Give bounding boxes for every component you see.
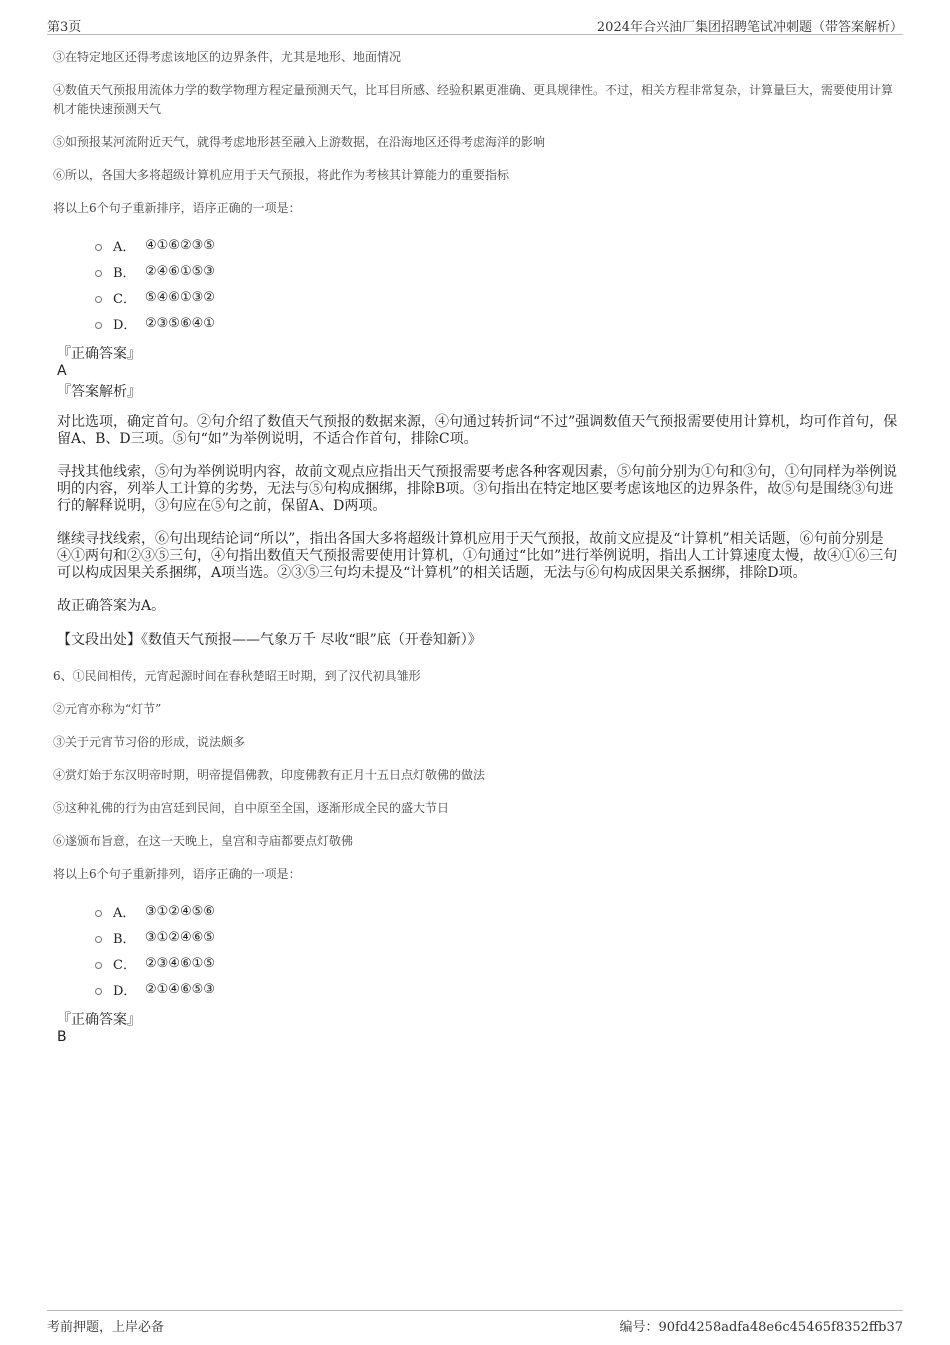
q5-option-b[interactable] <box>95 258 903 284</box>
option-label: D． <box>113 983 137 999</box>
option-text: ②③⑤⑥④① <box>145 315 215 331</box>
q6-option-d[interactable] <box>95 976 903 1002</box>
q5-answer: A <box>57 363 67 379</box>
q6-sentence-1: 6、①民间相传，元宵起源时间在春秋楚昭王时期，到了汉代初具雏形 <box>53 669 421 683</box>
page-header <box>47 14 903 35</box>
q6-option-a[interactable] <box>95 898 903 924</box>
q5-options <box>95 232 903 336</box>
q6-sentence-2: ②元宵亦称为“灯节” <box>53 702 162 716</box>
q6-option-c[interactable] <box>95 950 903 976</box>
q5-analysis-3: 继续寻找线索，⑥句出现结论词“所以”，指出各国大多将超级计算机应用于天气预报，故前文应提及“计算机”相关话题，⑥句前分别是④①两句和②③⑤三句，④句指出数值天气预报需要使用计算机，①句通过“比如”进行举例说明，指出人工计算速度太慢，故④①⑥三句可以构成因果关系捆绑，A项当选。②③⑤三句均未提及“计算机”的相关话题，无法与⑥句构成因果关系捆绑，排除D项。 <box>57 531 898 581</box>
option-text: ⑤④⑥①③② <box>145 289 215 305</box>
q5-analysis-4: 故正确答案为A。 <box>57 598 166 614</box>
q6-sentence-3: ③关于元宵节习俗的形成，说法颇多 <box>53 735 246 749</box>
q5-option-a[interactable] <box>95 232 903 258</box>
q5-option-d[interactable] <box>95 310 903 336</box>
q6-answer: B <box>57 1029 67 1045</box>
document-id: 编号：90fd4258adfa48e6c45465f8352ffb37 <box>619 1320 903 1335</box>
option-text: ②④⑥①⑤③ <box>145 263 215 279</box>
option-label: D． <box>113 317 137 333</box>
radio-icon[interactable] <box>95 322 102 329</box>
q6-sentence-6: ⑥遂颁布旨意，在这一天晚上，皇宫和寺庙都要点灯敬佛 <box>53 834 354 848</box>
q5-sentence-3: ③在特定地区还得考虑该地区的边界条件，尤其是地形、地面情况 <box>53 50 402 64</box>
q5-source: 【文段出处】《数值天气预报——气象万千 尽收“眼”底（开卷知新）》 <box>57 632 482 648</box>
radio-icon[interactable] <box>95 962 102 969</box>
q6-answer-title: 『正确答案』 <box>57 1012 141 1028</box>
q6-sentence-5: ⑤这种礼佛的行为由宫廷到民间，自中原至全国，逐渐形成全民的盛大节日 <box>53 801 450 815</box>
q5-option-c[interactable] <box>95 284 903 310</box>
option-label: C． <box>113 291 136 307</box>
footer-slogan: 考前押题，上岸必备 <box>47 1320 165 1335</box>
page-content <box>53 40 903 1046</box>
option-label: C． <box>113 957 136 973</box>
page-number: 第3页 <box>47 20 82 35</box>
radio-icon[interactable] <box>95 910 102 917</box>
q5-sentence-5: ⑤如预报某河流附近天气，就得考虑地形甚至融入上游数据，在沿海地区还得考虑海洋的影响 <box>53 135 546 149</box>
q5-analysis-2: 寻找其他线索，⑤句为举例说明内容，故前文观点应指出天气预报需要考虑各种客观因素，⑤句前分别为①句和③句，①句同样为举例说明的内容，列举人工计算的劣势，无法与⑤句构成捆绑，排除B项。③句指出在特定地区要考虑该地区的边界条件，故⑤句是围绕③句进行的解释说明，③句应在⑤句之前，保留A、D两项。 <box>57 464 897 514</box>
option-label: A． <box>113 905 136 921</box>
option-text: ②③④⑥①⑤ <box>145 955 215 971</box>
document-title: 2024年合兴油厂集团招聘笔试冲刺题（带答案解析） <box>596 20 903 35</box>
q6-sentence-4: ④赏灯始于东汉明帝时期，明帝提倡佛教，印度佛教有正月十五日点灯敬佛的做法 <box>53 768 486 782</box>
option-label: B． <box>113 931 136 947</box>
q5-analysis-1: 对比选项，确定首句。②句介绍了数值天气预报的数据来源，④句通过转折词“不过”强调数值天气预报需要使用计算机，均可作首句，保留A、B、D三项。⑤句“如”为举例说明，不适合作首句，排除C项。 <box>57 414 898 447</box>
option-text: ③①②④⑤⑥ <box>145 903 215 919</box>
option-label: A． <box>113 239 136 255</box>
q6-option-b[interactable] <box>95 924 903 950</box>
q5-sentence-4: ④数值天气预报用流体力学的数学物理方程定量预测天气，比耳目所感、经验积累更准确、更具规律性。不过，相关方程非常复杂，计算量巨大，需要使用计算机才能快速预测天气 <box>53 83 894 116</box>
option-text: ④①⑥②③⑤ <box>145 237 215 253</box>
q5-prompt: 将以上6个句子重新排序，语序正确的一项是： <box>53 201 301 215</box>
option-label: B． <box>113 265 136 281</box>
q5-answer-title: 『正确答案』 <box>57 346 141 362</box>
radio-icon[interactable] <box>95 244 102 251</box>
option-text: ②①④⑥⑤③ <box>145 981 215 997</box>
radio-icon[interactable] <box>95 988 102 995</box>
radio-icon[interactable] <box>95 296 102 303</box>
q5-sentence-6: ⑥所以，各国大多将超级计算机应用于天气预报，将此作为考核其计算能力的重要指标 <box>53 168 510 182</box>
q5-analysis-title: 『答案解析』 <box>57 384 141 400</box>
q6-options <box>95 898 903 1002</box>
q6-prompt: 将以上6个句子重新排列，语序正确的一项是： <box>53 867 301 881</box>
radio-icon[interactable] <box>95 936 102 943</box>
option-text: ③①②④⑥⑤ <box>145 929 215 945</box>
radio-icon[interactable] <box>95 270 102 277</box>
page-footer <box>47 1310 903 1335</box>
